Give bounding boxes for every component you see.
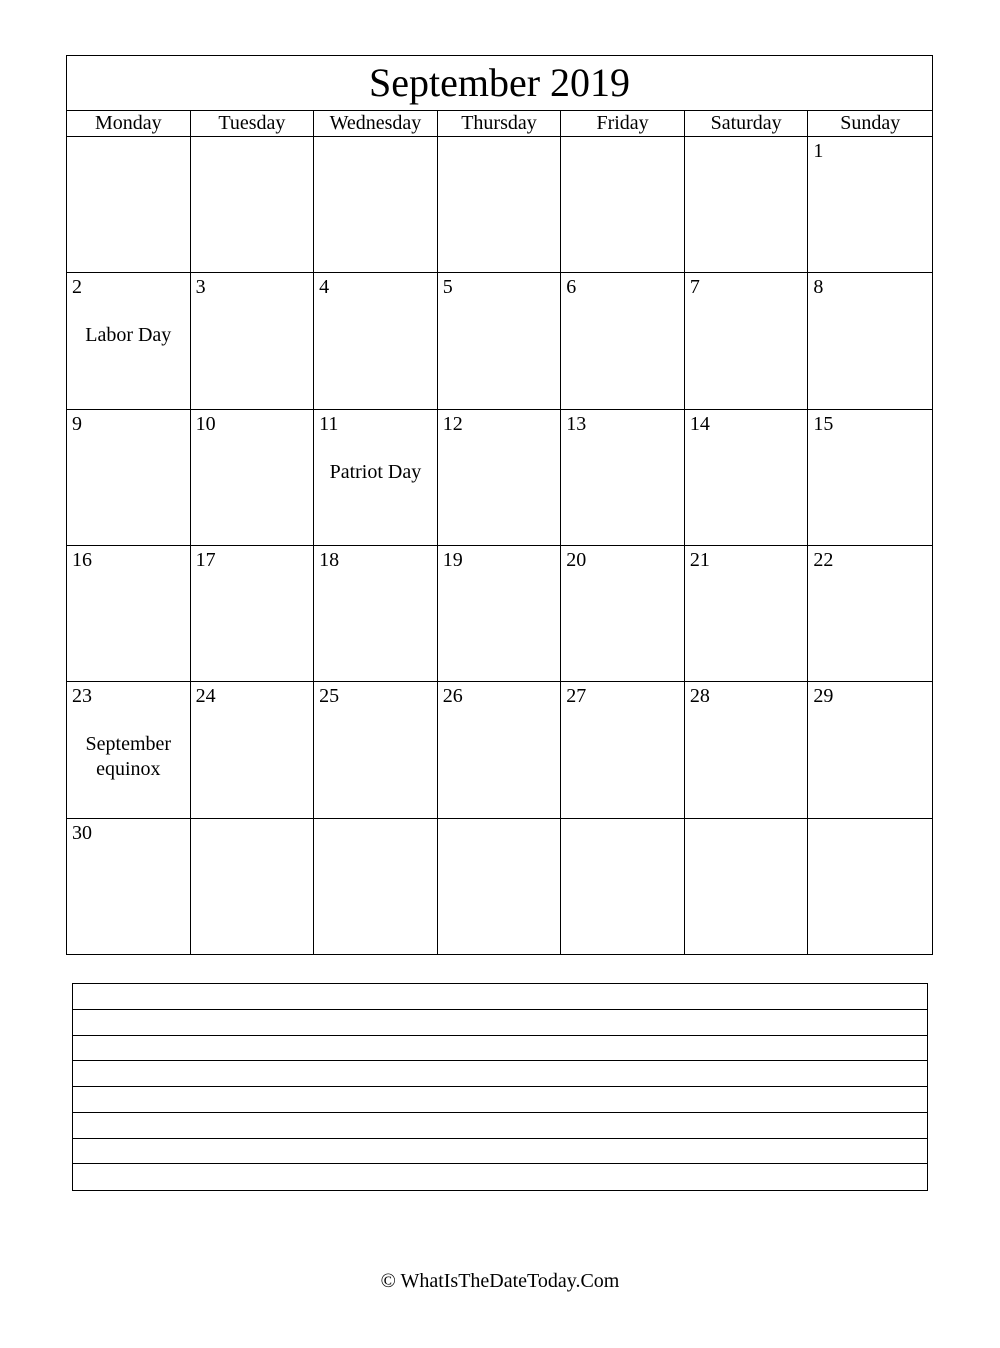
note-line xyxy=(73,1060,927,1061)
weekday-header-row xyxy=(67,111,932,137)
day-cell xyxy=(191,819,315,955)
calendar-title: September 2019 xyxy=(67,56,932,111)
day-cell xyxy=(685,137,809,273)
day-number: 18 xyxy=(319,548,340,571)
day-cell xyxy=(561,819,685,955)
day-number: 16 xyxy=(72,548,92,571)
notes-area xyxy=(72,983,928,1191)
day-number: 30 xyxy=(72,821,92,844)
day-cell xyxy=(67,410,191,546)
day-cell xyxy=(685,410,809,546)
day-number: 8 xyxy=(813,276,824,299)
day-cell xyxy=(314,410,438,546)
day-cell xyxy=(685,682,809,818)
day-cell xyxy=(808,546,932,682)
day-cell xyxy=(561,410,685,546)
day-cell xyxy=(438,819,562,955)
calendar xyxy=(66,55,933,955)
day-number: 13 xyxy=(566,412,587,435)
day-number: 20 xyxy=(566,548,587,571)
holiday-label: Patriot Day xyxy=(329,460,422,483)
day-cell xyxy=(808,137,932,273)
day-cell xyxy=(191,137,315,273)
day-number: 5 xyxy=(442,276,453,299)
day-cell xyxy=(561,682,685,818)
day-number: 3 xyxy=(195,276,206,299)
calendar-grid xyxy=(67,137,932,955)
weekday-friday: Friday xyxy=(561,111,685,136)
day-number: 9 xyxy=(72,412,82,435)
day-cell xyxy=(438,273,562,409)
day-cell xyxy=(314,273,438,409)
holiday-label: September equinox xyxy=(85,733,172,781)
weekday-tuesday: Tuesday xyxy=(191,111,315,136)
day-cell xyxy=(67,819,191,955)
day-number: 24 xyxy=(195,685,216,708)
day-number: 25 xyxy=(319,685,340,708)
note-line xyxy=(73,1138,927,1139)
day-cell xyxy=(561,273,685,409)
day-number: 1 xyxy=(813,140,824,162)
day-cell xyxy=(438,682,562,818)
day-cell xyxy=(438,410,562,546)
day-number: 11 xyxy=(319,412,339,435)
day-cell xyxy=(561,137,685,273)
holiday-label: Labor Day xyxy=(85,324,172,347)
day-number: 19 xyxy=(442,548,463,571)
day-number: 27 xyxy=(566,685,587,708)
day-number: 7 xyxy=(689,276,700,299)
day-number: 4 xyxy=(319,276,330,299)
day-number: 2 xyxy=(72,276,82,299)
note-line xyxy=(73,1035,927,1036)
day-cell xyxy=(67,273,191,409)
day-cell xyxy=(191,682,315,818)
day-cell xyxy=(191,273,315,409)
day-cell xyxy=(67,546,191,682)
weekday-monday: Monday xyxy=(67,111,191,136)
day-cell xyxy=(685,546,809,682)
day-cell xyxy=(438,546,562,682)
day-number: 15 xyxy=(813,412,834,435)
day-number: 14 xyxy=(689,412,710,435)
day-number: 29 xyxy=(813,685,834,708)
note-line xyxy=(73,1086,927,1087)
day-number: 6 xyxy=(566,276,577,299)
weekday-saturday: Saturday xyxy=(685,111,809,136)
day-number: 23 xyxy=(72,685,92,708)
weekday-sunday: Sunday xyxy=(840,112,901,134)
day-cell xyxy=(191,546,315,682)
note-line xyxy=(73,1112,927,1113)
note-line xyxy=(73,1163,927,1164)
day-cell xyxy=(67,682,191,818)
day-number: 21 xyxy=(689,548,710,571)
day-number: 22 xyxy=(813,548,834,571)
day-cell xyxy=(685,273,809,409)
day-number: 12 xyxy=(442,412,463,435)
day-cell xyxy=(808,410,932,546)
note-line xyxy=(73,1009,927,1010)
day-cell xyxy=(67,137,191,273)
day-cell xyxy=(685,819,809,955)
day-cell xyxy=(314,682,438,818)
day-number: 26 xyxy=(442,685,463,708)
day-number: 28 xyxy=(689,685,710,708)
day-cell xyxy=(808,682,932,818)
day-cell xyxy=(314,137,438,273)
day-cell xyxy=(808,819,932,955)
day-cell xyxy=(808,273,932,409)
day-cell xyxy=(314,819,438,955)
day-number: 17 xyxy=(195,548,216,571)
day-cell xyxy=(191,410,315,546)
day-number: 10 xyxy=(195,412,216,435)
copyright-footer: © WhatIsTheDateToday.Com xyxy=(380,1270,620,1292)
weekday-thursday: Thursday xyxy=(438,111,562,136)
weekday-wednesday: Wednesday xyxy=(314,111,438,136)
day-cell xyxy=(561,546,685,682)
day-cell xyxy=(314,546,438,682)
day-cell xyxy=(438,137,562,273)
